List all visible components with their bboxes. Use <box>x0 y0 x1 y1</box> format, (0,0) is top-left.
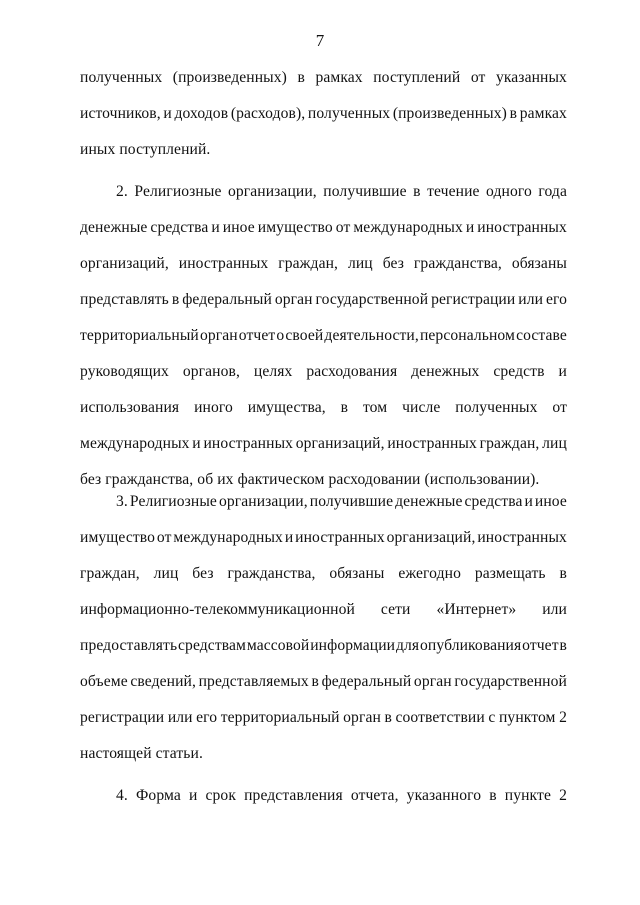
text-line: без гражданства, об их фактическом расходовании (использовании). <box>80 471 540 488</box>
text-line: граждан, лиц без гражданства, обязаны ежегодно размещать в <box>80 565 567 582</box>
text-line: имущество от международных и иностранных организаций, иностранных <box>80 529 567 546</box>
text-line: источников, и доходов (расходов), полученных (произведенных) в рамках <box>80 105 567 122</box>
text-line: регистрации или его территориальный орган в соответствии с пунктом 2 <box>80 709 567 726</box>
text-line: объеме сведений, представляемых в федеральный орган государственной <box>80 673 567 690</box>
text-line: 2. Религиозные организации, получившие в течение одного года <box>116 183 567 200</box>
text-line: предоставлять средствам массовой информации для опубликования отчет в <box>80 637 567 654</box>
text-line: 4. Форма и срок представления отчета, указанного в пункте 2 <box>116 787 567 804</box>
text-line: организаций, иностранных граждан, лиц без гражданства, обязаны <box>80 255 567 272</box>
text-line: полученных (произведенных) в рамках поступлений от указанных <box>80 69 567 86</box>
text-line: настоящей статьи. <box>80 745 203 762</box>
text-line: 3. Религиозные организации, получившие денежные средства и иное <box>116 493 567 510</box>
text-line: руководящих органов, целях расходования денежных средств и <box>80 363 567 380</box>
text-line: денежные средства и иное имущество от международных и иностранных <box>80 219 567 236</box>
text-line: территориальный орган отчет о своей деятельности, персональном составе <box>80 327 567 344</box>
page-number: 7 <box>315 31 325 50</box>
text-line: использования иного имущества, в том числе полученных от <box>80 399 567 416</box>
text-line: информационно-телекоммуникационной сети «Интернет» или <box>80 601 567 618</box>
text-line: международных и иностранных организаций, иностранных граждан, лиц <box>80 435 567 452</box>
text-line: иных поступлений. <box>80 141 211 158</box>
text-line: представлять в федеральный орган государственной регистрации или его <box>80 291 567 308</box>
